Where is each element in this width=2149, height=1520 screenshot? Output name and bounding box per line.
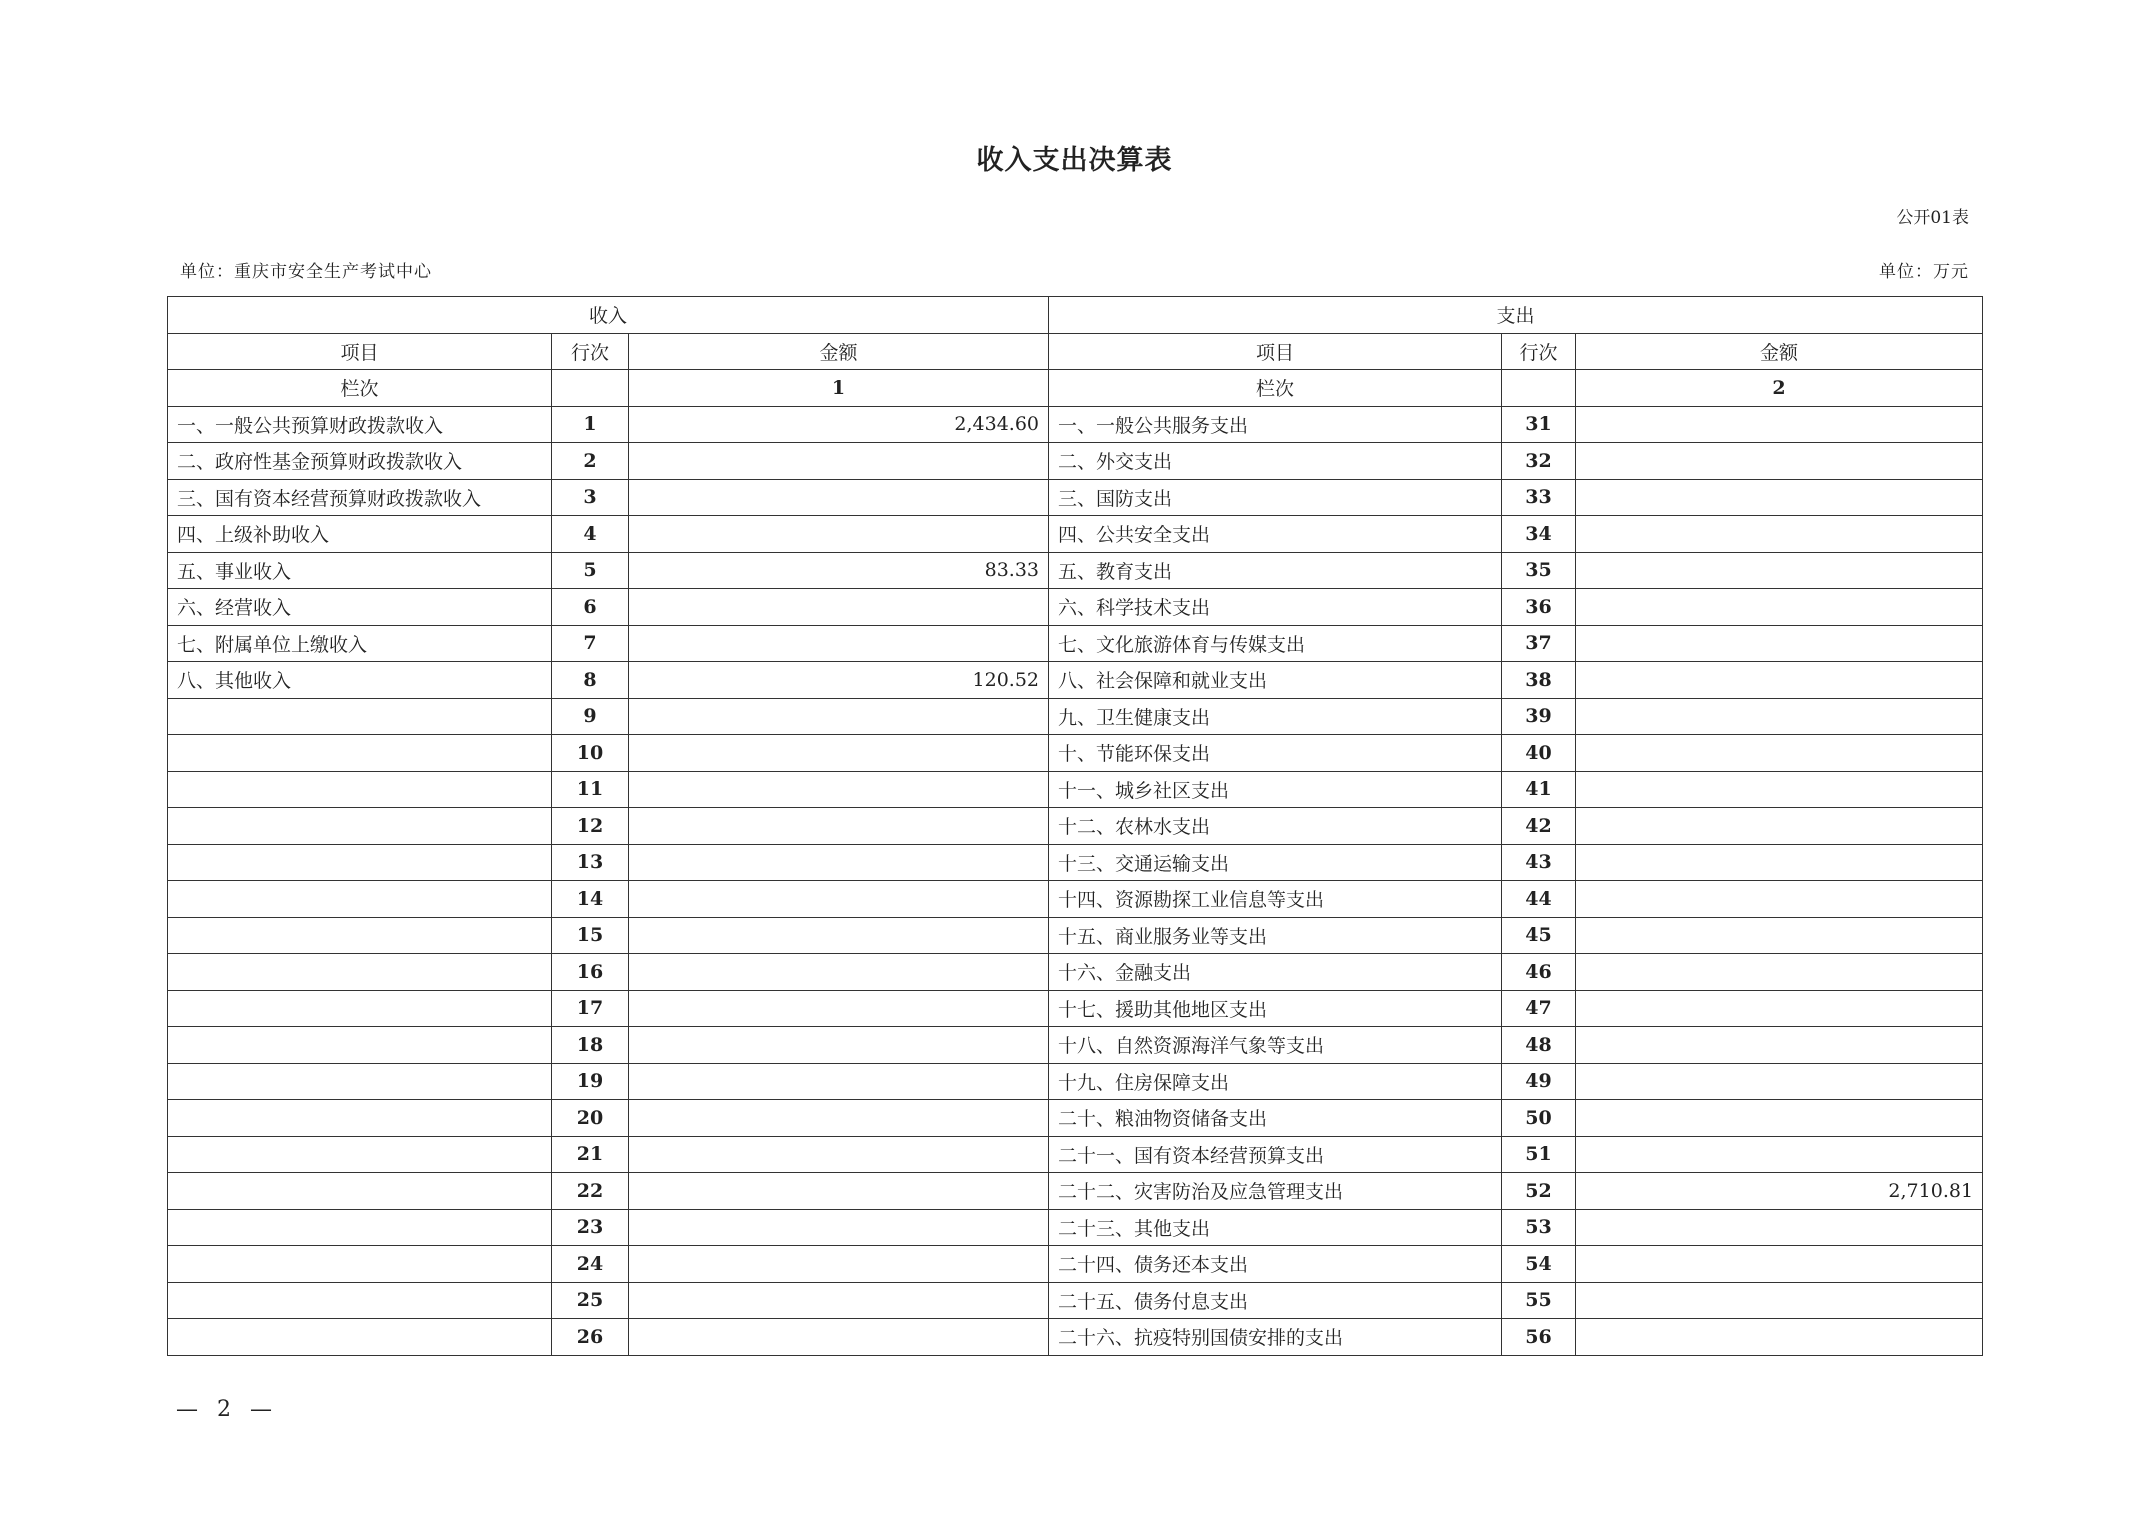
column-number-row [168,370,1983,407]
expense-line-cell: 51 [1502,1136,1576,1173]
table-row [168,662,1983,699]
expense-item-cell: 十九、住房保障支出 [1049,1063,1502,1100]
income-item-cell: 一、一般公共预算财政拨款收入 [168,406,552,443]
expense-item-cell: 十二、农林水支出 [1049,808,1502,845]
table-row [168,844,1983,881]
income-amount-cell [629,516,1049,553]
income-amount-cell: 83.33 [629,552,1049,589]
table-row [168,990,1983,1027]
income-amount-cell [629,844,1049,881]
income-line-cell: 13 [552,844,629,881]
expense-line-cell: 47 [1502,990,1576,1027]
expense-item-cell: 九、卫生健康支出 [1049,698,1502,735]
income-amount-cell [629,990,1049,1027]
expense-amount-cell [1576,552,1983,589]
expense-amount-cell [1576,516,1983,553]
table-row [168,771,1983,808]
income-amount-cell [629,443,1049,480]
table-row [168,479,1983,516]
income-amount-cell [629,1027,1049,1064]
expense-item-cell: 二十四、债务还本支出 [1049,1246,1502,1283]
expense-line-cell: 34 [1502,516,1576,553]
expense-item-cell: 十六、金融支出 [1049,954,1502,991]
income-amount-cell [629,735,1049,772]
table-row [168,589,1983,626]
expense-amount-cell [1576,881,1983,918]
expense-line-cell: 46 [1502,954,1576,991]
expense-amount-header: 金额 [1576,333,1983,370]
income-line-cell: 6 [552,589,629,626]
expense-line-cell: 52 [1502,1173,1576,1210]
expense-amount-cell [1576,625,1983,662]
income-line-cell: 9 [552,698,629,735]
income-line-cell: 24 [552,1246,629,1283]
income-line-cell: 23 [552,1209,629,1246]
table-row [168,1100,1983,1137]
income-item-cell: 八、其他收入 [168,662,552,699]
income-line-cell: 26 [552,1319,629,1356]
income-expense-table [167,296,1983,1356]
expense-line-cell: 54 [1502,1246,1576,1283]
income-item-cell [168,1100,552,1137]
expense-line-cell: 40 [1502,735,1576,772]
expense-item-cell: 十三、交通运输支出 [1049,844,1502,881]
expense-amount-cell [1576,443,1983,480]
income-column-label-blank [552,370,629,407]
expense-item-cell: 六、科学技术支出 [1049,589,1502,626]
expense-amount-cell [1576,698,1983,735]
table-row [168,698,1983,735]
expense-line-cell: 42 [1502,808,1576,845]
income-item-cell [168,1063,552,1100]
table-row [168,917,1983,954]
income-amount-cell [629,1319,1049,1356]
page-number: — 2 — [176,1397,278,1422]
expense-item-cell: 十五、商业服务业等支出 [1049,917,1502,954]
income-amount-header: 金额 [629,333,1049,370]
income-line-cell: 19 [552,1063,629,1100]
expense-item-cell: 一、一般公共服务支出 [1049,406,1502,443]
income-amount-cell [629,625,1049,662]
expense-amount-cell [1576,1063,1983,1100]
expense-line-cell: 55 [1502,1282,1576,1319]
expense-line-cell: 38 [1502,662,1576,699]
income-line-cell: 7 [552,625,629,662]
expense-item-cell: 七、文化旅游体育与传媒支出 [1049,625,1502,662]
income-amount-cell [629,1100,1049,1137]
expense-amount-cell [1576,917,1983,954]
income-amount-cell [629,808,1049,845]
expense-section-header: 支出 [1049,297,1983,334]
table-row [168,1319,1983,1356]
expense-amount-cell [1576,990,1983,1027]
income-line-cell: 3 [552,479,629,516]
income-item-cell [168,1209,552,1246]
income-amount-cell [629,1282,1049,1319]
income-line-cell: 12 [552,808,629,845]
table-row [168,516,1983,553]
income-item-cell: 六、经营收入 [168,589,552,626]
income-line-cell: 5 [552,552,629,589]
table-row [168,625,1983,662]
expense-amount-cell [1576,735,1983,772]
page-title: 收入支出决算表 [976,145,1173,176]
expense-item-cell: 二、外交支出 [1049,443,1502,480]
income-line-cell: 20 [552,1100,629,1137]
income-item-cell [168,1319,552,1356]
income-item-header: 项目 [168,333,552,370]
income-amount-cell: 120.52 [629,662,1049,699]
income-line-cell: 1 [552,406,629,443]
expense-column-number: 2 [1576,370,1983,407]
table-row [168,881,1983,918]
expense-item-cell: 二十、粮油物资储备支出 [1049,1100,1502,1137]
income-line-cell: 11 [552,771,629,808]
income-column-label: 栏次 [168,370,552,407]
expense-item-cell: 二十六、抗疫特别国债安排的支出 [1049,1319,1502,1356]
income-item-cell [168,917,552,954]
section-header-row [168,297,1983,334]
expense-item-header: 项目 [1049,333,1502,370]
expense-amount-cell [1576,1027,1983,1064]
income-item-cell: 四、上级补助收入 [168,516,552,553]
income-line-cell: 16 [552,954,629,991]
table-row [168,443,1983,480]
table-row [168,808,1983,845]
income-item-cell [168,990,552,1027]
expense-line-cell: 37 [1502,625,1576,662]
income-line-cell: 8 [552,662,629,699]
income-line-cell: 15 [552,917,629,954]
income-item-cell [168,1136,552,1173]
form-number: 公开01表 [1896,208,1969,228]
income-line-cell: 10 [552,735,629,772]
table-row [168,406,1983,443]
income-line-cell: 14 [552,881,629,918]
expense-line-header: 行次 [1502,333,1576,370]
expense-item-cell: 十七、援助其他地区支出 [1049,990,1502,1027]
expense-item-cell: 二十三、其他支出 [1049,1209,1502,1246]
expense-item-cell: 四、公共安全支出 [1049,516,1502,553]
expense-line-cell: 43 [1502,844,1576,881]
income-section-header: 收入 [168,297,1049,334]
expense-amount-cell: 2,710.81 [1576,1173,1983,1210]
column-header-row [168,333,1983,370]
table-row [168,1027,1983,1064]
income-line-cell: 4 [552,516,629,553]
income-amount-cell [629,1173,1049,1210]
income-item-cell [168,881,552,918]
income-item-cell: 三、国有资本经营预算财政拨款收入 [168,479,552,516]
expense-line-cell: 32 [1502,443,1576,480]
income-amount-cell [629,1209,1049,1246]
table-row [168,552,1983,589]
expense-amount-cell [1576,662,1983,699]
expense-line-cell: 50 [1502,1100,1576,1137]
expense-item-cell: 十八、自然资源海洋气象等支出 [1049,1027,1502,1064]
expense-line-cell: 33 [1502,479,1576,516]
expense-amount-cell [1576,844,1983,881]
income-line-cell: 2 [552,443,629,480]
income-item-cell [168,954,552,991]
income-column-number: 1 [629,370,1049,407]
expense-column-label-blank [1502,370,1576,407]
income-line-cell: 22 [552,1173,629,1210]
expense-amount-cell [1576,954,1983,991]
expense-amount-cell [1576,1246,1983,1283]
expense-line-cell: 36 [1502,589,1576,626]
income-item-cell [168,808,552,845]
income-line-cell: 21 [552,1136,629,1173]
expense-line-cell: 53 [1502,1209,1576,1246]
income-line-cell: 25 [552,1282,629,1319]
expense-item-cell: 五、教育支出 [1049,552,1502,589]
income-item-cell [168,844,552,881]
income-item-cell: 五、事业收入 [168,552,552,589]
income-line-cell: 17 [552,990,629,1027]
table-row [168,1282,1983,1319]
expense-amount-cell [1576,808,1983,845]
income-item-cell: 七、附属单位上缴收入 [168,625,552,662]
income-amount-cell [629,771,1049,808]
table-row [168,1136,1983,1173]
expense-amount-cell [1576,771,1983,808]
expense-line-cell: 35 [1502,552,1576,589]
expense-item-cell: 十、节能环保支出 [1049,735,1502,772]
reporting-unit: 单位：重庆市安全生产考试中心 [180,262,432,282]
expense-line-cell: 44 [1502,881,1576,918]
expense-column-label: 栏次 [1049,370,1502,407]
expense-amount-cell [1576,1100,1983,1137]
currency-unit: 单位：万元 [1879,262,1969,282]
expense-amount-cell [1576,1319,1983,1356]
expense-amount-cell [1576,589,1983,626]
income-amount-cell [629,479,1049,516]
income-item-cell [168,735,552,772]
income-amount-cell [629,954,1049,991]
expense-amount-cell [1576,406,1983,443]
income-amount-cell [629,589,1049,626]
income-item-cell [168,1246,552,1283]
expense-amount-cell [1576,1136,1983,1173]
income-amount-cell [629,1063,1049,1100]
income-amount-cell [629,698,1049,735]
income-item-cell [168,1282,552,1319]
expense-line-cell: 48 [1502,1027,1576,1064]
income-item-cell [168,771,552,808]
expense-line-cell: 39 [1502,698,1576,735]
income-amount-cell [629,881,1049,918]
income-item-cell [168,698,552,735]
income-item-cell: 二、政府性基金预算财政拨款收入 [168,443,552,480]
expense-item-cell: 三、国防支出 [1049,479,1502,516]
table-row [168,735,1983,772]
income-amount-cell [629,1136,1049,1173]
expense-item-cell: 二十五、债务付息支出 [1049,1282,1502,1319]
expense-item-cell: 十一、城乡社区支出 [1049,771,1502,808]
table-row [168,1246,1983,1283]
expense-line-cell: 31 [1502,406,1576,443]
expense-line-cell: 41 [1502,771,1576,808]
expense-item-cell: 十四、资源勘探工业信息等支出 [1049,881,1502,918]
income-amount-cell [629,917,1049,954]
expense-amount-cell [1576,479,1983,516]
expense-amount-cell [1576,1282,1983,1319]
expense-line-cell: 49 [1502,1063,1576,1100]
table-row [168,1063,1983,1100]
income-item-cell [168,1173,552,1210]
income-line-header: 行次 [552,333,629,370]
expense-item-cell: 八、社会保障和就业支出 [1049,662,1502,699]
income-amount-cell [629,1246,1049,1283]
income-line-cell: 18 [552,1027,629,1064]
expense-item-cell: 二十一、国有资本经营预算支出 [1049,1136,1502,1173]
income-item-cell [168,1027,552,1064]
expense-amount-cell [1576,1209,1983,1246]
table-row [168,1209,1983,1246]
expense-item-cell: 二十二、灾害防治及应急管理支出 [1049,1173,1502,1210]
expense-line-cell: 56 [1502,1319,1576,1356]
table-row [168,1173,1983,1210]
expense-line-cell: 45 [1502,917,1576,954]
table-row [168,954,1983,991]
income-amount-cell: 2,434.60 [629,406,1049,443]
